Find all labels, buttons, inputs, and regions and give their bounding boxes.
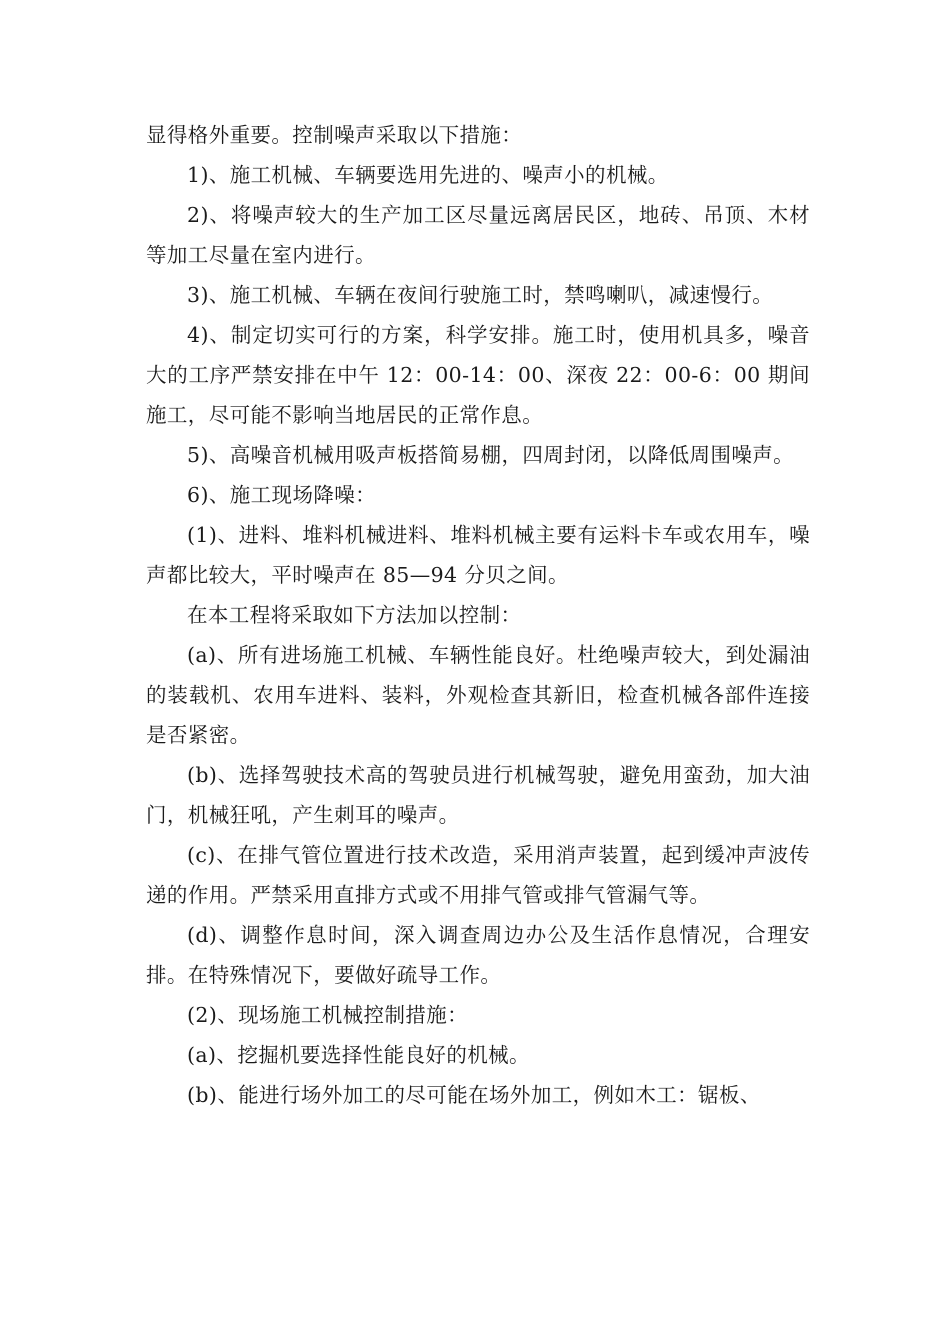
paragraph-15: (a)、挖掘机要选择性能良好的机械。	[187, 1043, 530, 1067]
paragraph-1: 显得格外重要。控制噪声采取以下措施：	[146, 123, 523, 147]
paragraph-2: 1)、施工机械、车辆要选用先进的、噪声小的机械。	[187, 163, 669, 187]
paragraph-12: (c)、在排气管位置进行技术改造，采用消声装置，起到缓冲声波传递的作用。严禁采用直排方式或不用排气管或排气管漏气等。	[146, 843, 810, 907]
document-body	[146, 115, 810, 1115]
paragraph-8: (1)、进料、堆料机械进料、堆料机械主要有运料卡车或农用车，噪声都比较大，平时噪声在 85—94 分贝之间。	[146, 523, 810, 587]
paragraph-10: (a)、所有进场施工机械、车辆性能良好。杜绝噪声较大，到处漏油的装载机、农用车进料、装料，外观检查其新旧，检查机械各部件连接是否紧密。	[146, 643, 810, 747]
paragraph-9: 在本工程将采取如下方法加以控制：	[187, 603, 522, 627]
paragraph-14: (2)、现场施工机械控制措施：	[187, 1003, 469, 1027]
paragraph-13: (d)、调整作息时间，深入调查周边办公及生活作息情况，合理安排。在特殊情况下，要做好疏导工作。	[146, 923, 810, 987]
paragraph-4: 3)、施工机械、车辆在夜间行驶施工时，禁鸣喇叭，减速慢行。	[187, 283, 774, 307]
paragraph-7: 6)、施工现场降噪：	[187, 483, 377, 507]
paragraph-6: 5)、高噪音机械用吸声板搭简易棚，四周封闭，以降低周围噪声。	[187, 443, 795, 467]
paragraph-3: 2)、将噪声较大的生产加工区尽量远离居民区，地砖、吊顶、木材等加工尽量在室内进行。	[146, 203, 810, 267]
paragraph-11: (b)、选择驾驶技术高的驾驶员进行机械驾驶，避免用蛮劲，加大油门，机械狂吼，产生刺耳的噪声。	[146, 763, 810, 827]
paragraph-16: (b)、能进行场外加工的尽可能在场外加工，例如木工：锯板、	[187, 1083, 761, 1107]
paragraph-5: 4)、制定切实可行的方案，科学安排。施工时，使用机具多，噪音大的工序严禁安排在中午 12：00-14：00、深夜 22：00-6：00 期间施工，尽可能不影响当地居民的正常作息。	[146, 323, 810, 427]
